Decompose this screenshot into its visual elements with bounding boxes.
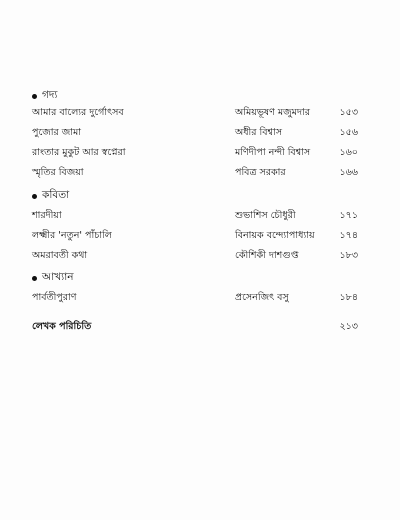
toc-entry [32,291,362,305]
entry-page-number: ১৫৬ [339,127,358,138]
entry-author: বিনায়ক বন্দ্যোপাধ্যায় [235,230,315,241]
bullet-icon [32,276,37,281]
entry-page-number: ১৮৩ [339,250,358,261]
entry-page-number: ১৬০ [339,147,358,158]
section-heading-label: আখ্যান [42,271,74,283]
entry-author: প্রসেনজিৎ বসু [235,292,289,303]
entry-page-number: ১৭১ [339,210,358,221]
toc-entry [32,249,362,263]
section-heading-poetry [32,188,69,205]
entry-page-number: ১৮৪ [339,292,358,303]
entry-page-number: ১৬৬ [339,167,358,178]
entry-title: স্মৃতির বিজয়া [32,167,84,178]
entry-title: অমরাবতী কথা [32,250,88,261]
bullet-icon [32,194,37,199]
toc-entry [32,166,362,180]
entry-page-number: ১৭৪ [339,230,358,241]
section-heading-narrative [32,270,74,287]
entry-title: পার্বতীপুরাণ [32,292,77,303]
section-heading-label: গদ্য [42,89,58,101]
toc-entry-author-bios [32,320,362,334]
entry-author: অধীর বিশ্বাস [235,127,282,138]
entry-author: মণিদীপা নন্দী বিশ্বাস [235,147,311,158]
entry-title: রাংতার মুকুট আর স্বপ্নেরা [32,147,126,158]
entry-title: লেখক পরিচিতি [32,321,92,332]
entry-author: কৌশিকী দাশগুপ্ত [235,250,299,261]
section-heading-prose [32,88,57,105]
toc-entry [32,146,362,160]
toc-entry [32,126,362,140]
entry-author: শুভাশিস চৌধুরী [235,210,296,221]
entry-page-number: ১৫৩ [339,107,358,118]
entry-author: অমিয়ভূষণ মজুমদার [235,107,310,118]
bullet-icon [32,94,37,99]
entry-title: পুজোর জামা [32,127,82,138]
entry-page-number: ২১৩ [339,321,358,332]
section-heading-label: কবিতা [42,189,70,201]
toc-entry [32,209,362,223]
entry-title: শারদীয়া [32,210,62,221]
entry-title: আমার বাল্যের দুর্গোৎসব [32,107,124,118]
toc-entry [32,106,362,120]
entry-author: পবিত্র সরকার [235,167,286,178]
entry-title: লক্ষ্মীর 'নতুন' পাঁচালি [32,230,112,241]
toc-entry [32,229,362,243]
